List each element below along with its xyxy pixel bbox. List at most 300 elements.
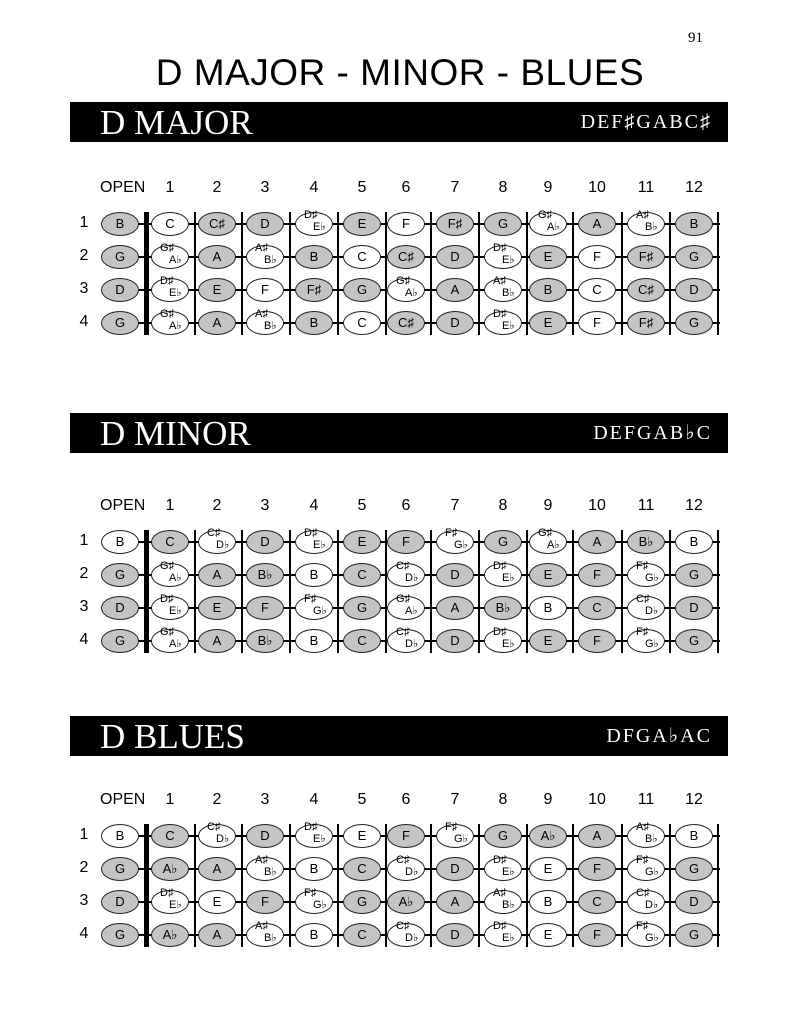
note-marker (387, 920, 425, 947)
note-name-flat: B♭ (502, 287, 515, 299)
note-name-sharp: D♯ (493, 242, 507, 254)
note-name-sharp: C♯ (207, 527, 221, 539)
note-marker (101, 530, 139, 554)
note-name-flat: B♭ (645, 221, 658, 233)
section-banner (70, 102, 728, 142)
note-marker (436, 857, 474, 881)
note-marker (675, 890, 713, 914)
note-marker (198, 857, 236, 881)
fret-number-label: 9 (543, 791, 553, 808)
note-marker (578, 278, 616, 302)
note-marker (246, 563, 284, 587)
scale-notes: DEFGAB♭C (593, 422, 712, 444)
note-marker (295, 593, 333, 620)
note-marker (295, 209, 333, 236)
note-name: A (592, 216, 602, 231)
note-name: A (212, 861, 222, 876)
note-marker (627, 854, 665, 881)
note-name-sharp: C♯ (636, 887, 650, 899)
note-name-sharp: D♯ (160, 887, 174, 899)
fret-wire (430, 824, 432, 947)
note-name-flat: E♭ (502, 254, 515, 266)
note-marker (198, 311, 236, 335)
fret-number-label: 1 (165, 791, 175, 808)
note-name: C (592, 894, 602, 909)
note-name: D (450, 861, 460, 876)
note-name-flat: G♭ (645, 932, 659, 944)
note-marker (198, 563, 236, 587)
section-title: D BLUES (100, 717, 245, 756)
note-name-sharp: A♯ (255, 242, 268, 254)
fret-wire (526, 212, 528, 335)
fret-wire (241, 824, 243, 947)
fret-number-label: 12 (685, 791, 703, 808)
note-name: G (688, 633, 700, 648)
note-name-flat: A♭ (169, 572, 182, 584)
note-marker (101, 629, 139, 653)
fret-wire (478, 824, 480, 947)
note-name: F (593, 633, 601, 648)
fret-number-label: 2 (212, 497, 222, 514)
note-marker (246, 920, 284, 947)
note-name: G (688, 567, 700, 582)
note-name-flat: D♭ (405, 638, 419, 650)
fret-wire (621, 530, 623, 653)
note-name-sharp: D♯ (493, 626, 507, 638)
fret-wire (669, 530, 671, 653)
fret-number-label: OPEN (100, 497, 146, 514)
note-name: B (689, 534, 699, 549)
note-name-flat: D♭ (216, 539, 230, 551)
note-marker (151, 242, 189, 269)
note-name: F (593, 567, 601, 582)
note-name-sharp: G♯ (160, 242, 175, 254)
note-marker (387, 311, 425, 335)
note-marker (343, 278, 381, 302)
note-marker (675, 596, 713, 620)
note-marker (578, 212, 616, 236)
note-marker (529, 527, 567, 554)
fret-wire (717, 824, 719, 947)
note-marker (578, 824, 616, 848)
fret-number-label: 10 (588, 791, 606, 808)
fret-wire (385, 530, 387, 653)
note-marker (387, 824, 425, 848)
fret-wire (289, 530, 291, 653)
note-name: A (592, 534, 602, 549)
note-marker (151, 275, 189, 302)
string-number: 3 (79, 280, 89, 297)
note-name: F (593, 249, 601, 264)
note-name: E (543, 567, 553, 582)
fret-number-label: 3 (260, 791, 270, 808)
note-name: A (212, 249, 222, 264)
note-name: G (356, 600, 368, 615)
note-name: F (261, 894, 269, 909)
note-name: G (114, 249, 126, 264)
note-marker (484, 626, 522, 653)
note-name: A♭ (398, 894, 414, 909)
note-name: G (497, 534, 509, 549)
note-name-sharp: G♯ (160, 560, 175, 572)
page-number: 91 (688, 30, 703, 46)
string-number: 2 (79, 859, 89, 876)
note-name: E (212, 600, 222, 615)
note-marker (151, 824, 189, 848)
note-marker (151, 857, 189, 881)
note-name-sharp: G♯ (396, 275, 411, 287)
note-name-sharp: F♯ (636, 626, 649, 638)
fret-wire (385, 212, 387, 335)
note-name-flat: G♭ (454, 539, 468, 551)
note-marker (436, 212, 474, 236)
note-name-flat: D♭ (405, 932, 419, 944)
note-marker (151, 308, 189, 335)
note-name: G (114, 315, 126, 330)
note-name: G (114, 567, 126, 582)
fret-wire (430, 212, 432, 335)
note-name: E (212, 282, 222, 297)
fret-number-label: 5 (357, 179, 367, 196)
note-marker (627, 530, 665, 554)
note-marker (484, 275, 522, 302)
note-marker (246, 629, 284, 653)
note-name-flat: E♭ (502, 572, 515, 584)
string-number: 4 (79, 925, 89, 942)
note-name-flat: B♭ (264, 320, 277, 332)
note-name: F (402, 216, 410, 231)
note-name-flat: G♭ (645, 866, 659, 878)
note-marker (343, 530, 381, 554)
note-marker (198, 278, 236, 302)
note-marker (529, 857, 567, 881)
note-name-sharp: F♯ (636, 560, 649, 572)
note-name: C (592, 282, 602, 297)
note-marker (295, 821, 333, 848)
note-marker (675, 629, 713, 653)
note-name: F (261, 282, 269, 297)
note-name: B♭ (495, 600, 511, 615)
note-marker (578, 596, 616, 620)
fret-number-label: 4 (309, 791, 319, 808)
note-marker (295, 527, 333, 554)
note-name: D (689, 600, 699, 615)
note-marker (529, 890, 567, 914)
fret-wire (194, 824, 196, 947)
note-marker (675, 311, 713, 335)
note-marker (246, 212, 284, 236)
note-marker (627, 593, 665, 620)
note-name: C (592, 600, 602, 615)
note-name: C♯ (638, 282, 654, 297)
string-number: 2 (79, 247, 89, 264)
note-name-flat: E♭ (502, 866, 515, 878)
note-name: B (309, 927, 319, 942)
fretboard-nut (144, 824, 149, 947)
note-name-flat: E♭ (313, 539, 326, 551)
fret-wire (572, 212, 574, 335)
fret-number-label: 7 (450, 179, 460, 196)
note-name: C♯ (398, 315, 414, 330)
fret-wire (572, 824, 574, 947)
note-name: A♭ (540, 828, 556, 843)
note-marker (675, 857, 713, 881)
note-marker (387, 212, 425, 236)
fret-number-label: 1 (165, 497, 175, 514)
note-marker (101, 278, 139, 302)
fret-number-label: 11 (637, 179, 655, 196)
note-marker (578, 857, 616, 881)
note-name: B♭ (257, 567, 273, 582)
note-marker (295, 245, 333, 269)
note-name: F (593, 315, 601, 330)
note-marker (198, 629, 236, 653)
note-name-sharp: C♯ (207, 821, 221, 833)
section-title: D MINOR (100, 414, 251, 453)
note-name-sharp: A♯ (636, 821, 649, 833)
note-name: G (497, 828, 509, 843)
note-name: E (543, 315, 553, 330)
note-marker (387, 560, 425, 587)
note-marker (387, 593, 425, 620)
note-marker (295, 311, 333, 335)
note-marker (484, 308, 522, 335)
note-marker (578, 923, 616, 947)
note-name-flat: G♭ (454, 833, 468, 845)
note-name: B♭ (638, 534, 654, 549)
note-marker (627, 209, 665, 236)
fret-wire (526, 824, 528, 947)
note-name-flat: E♭ (313, 833, 326, 845)
note-name-flat: E♭ (502, 932, 515, 944)
note-name: D (115, 894, 125, 909)
fret-number-label: 11 (637, 497, 655, 514)
fret-wire (572, 530, 574, 653)
note-name: G (497, 216, 509, 231)
note-name-flat: B♭ (264, 866, 277, 878)
note-name-sharp: D♯ (493, 854, 507, 866)
note-marker (436, 629, 474, 653)
page-title: D MAJOR - MINOR - BLUES (155, 52, 645, 93)
note-name-sharp: F♯ (636, 920, 649, 932)
note-name-flat: G♭ (645, 572, 659, 584)
note-marker (436, 890, 474, 914)
note-name-flat: B♭ (264, 932, 277, 944)
fret-number-label: 6 (401, 497, 411, 514)
note-name: C (165, 534, 175, 549)
fret-number-label: 3 (260, 497, 270, 514)
string-number: 1 (79, 826, 89, 843)
note-name: A♭ (162, 861, 178, 876)
fret-wire (669, 212, 671, 335)
note-name: B♭ (257, 633, 273, 648)
note-name-flat: G♭ (313, 605, 327, 617)
note-marker (484, 242, 522, 269)
fretboard-nut (144, 530, 149, 653)
fretboard-nut (144, 212, 149, 335)
fret-wire (289, 212, 291, 335)
string-number: 1 (79, 532, 89, 549)
fret-wire (717, 212, 719, 335)
note-name-sharp: G♯ (396, 593, 411, 605)
note-name-flat: A♭ (169, 320, 182, 332)
note-marker (151, 626, 189, 653)
fret-wire (621, 824, 623, 947)
note-name-sharp: G♯ (160, 626, 175, 638)
note-name: E (212, 894, 222, 909)
note-name: F (402, 828, 410, 843)
note-name-sharp: A♯ (255, 920, 268, 932)
note-name: C (357, 315, 367, 330)
note-name-sharp: F♯ (304, 593, 317, 605)
note-name: B (309, 567, 319, 582)
note-name-sharp: C♯ (636, 593, 650, 605)
fret-number-label: 10 (588, 179, 606, 196)
note-name-flat: A♭ (547, 539, 560, 551)
note-name: B (689, 828, 699, 843)
section-banner (70, 413, 728, 453)
note-name: G (688, 861, 700, 876)
note-marker (578, 311, 616, 335)
fret-wire (194, 212, 196, 335)
note-marker (675, 824, 713, 848)
note-marker (627, 920, 665, 947)
note-marker (246, 596, 284, 620)
fret-wire (669, 824, 671, 947)
note-marker (151, 923, 189, 947)
note-name: D (450, 249, 460, 264)
note-name: E (357, 216, 367, 231)
note-marker (343, 563, 381, 587)
fret-wire (289, 824, 291, 947)
fret-wire (337, 824, 339, 947)
note-name-flat: A♭ (169, 638, 182, 650)
note-name: G (688, 927, 700, 942)
note-name: G (688, 315, 700, 330)
note-name-flat: E♭ (169, 287, 182, 299)
note-marker (198, 923, 236, 947)
note-name: G (688, 249, 700, 264)
note-marker (101, 596, 139, 620)
note-marker (627, 278, 665, 302)
note-name-flat: G♭ (645, 638, 659, 650)
note-name-sharp: F♯ (445, 527, 458, 539)
note-name-sharp: F♯ (445, 821, 458, 833)
note-name: D (689, 282, 699, 297)
note-name-sharp: C♯ (396, 626, 410, 638)
note-name-flat: E♭ (502, 320, 515, 332)
note-name-sharp: C♯ (396, 920, 410, 932)
note-name: E (357, 828, 367, 843)
note-name-sharp: F♯ (304, 887, 317, 899)
note-marker (529, 209, 567, 236)
note-name: A (212, 927, 222, 942)
section-banner (70, 716, 728, 756)
note-marker (246, 824, 284, 848)
note-marker (246, 530, 284, 554)
note-marker (529, 596, 567, 620)
fret-wire (194, 530, 196, 653)
note-marker (295, 278, 333, 302)
note-name-flat: E♭ (169, 899, 182, 911)
note-marker (436, 527, 474, 554)
note-name: B (115, 534, 125, 549)
fret-number-label: 4 (309, 497, 319, 514)
note-marker (343, 923, 381, 947)
note-name-flat: A♭ (547, 221, 560, 233)
note-marker (101, 890, 139, 914)
note-marker (295, 629, 333, 653)
note-marker (627, 311, 665, 335)
string-number: 3 (79, 598, 89, 615)
note-name-flat: D♭ (645, 899, 659, 911)
note-name-sharp: A♯ (493, 887, 506, 899)
note-name-sharp: C♯ (396, 854, 410, 866)
fret-number-label: 2 (212, 179, 222, 196)
fret-wire (621, 212, 623, 335)
fret-wire (478, 212, 480, 335)
fret-number-label: 8 (498, 179, 508, 196)
note-marker (101, 824, 139, 848)
note-name: B (309, 315, 319, 330)
note-marker (151, 212, 189, 236)
note-marker (198, 821, 236, 848)
fret-wire (478, 530, 480, 653)
note-marker (529, 824, 567, 848)
note-name: D (450, 927, 460, 942)
note-name: G (114, 633, 126, 648)
string-number: 3 (79, 892, 89, 909)
fret-number-label: 10 (588, 497, 606, 514)
note-marker (627, 821, 665, 848)
note-name-sharp: G♯ (538, 527, 553, 539)
note-name-sharp: A♯ (255, 308, 268, 320)
note-name: A (212, 567, 222, 582)
note-name: F (593, 861, 601, 876)
fret-number-label: 9 (543, 497, 553, 514)
note-marker (578, 245, 616, 269)
note-name: F♯ (638, 249, 654, 264)
note-marker (484, 920, 522, 947)
note-marker (101, 245, 139, 269)
fret-wire (241, 530, 243, 653)
note-name: F (593, 927, 601, 942)
note-marker (484, 560, 522, 587)
note-name: C♯ (209, 216, 225, 231)
note-name: G (114, 861, 126, 876)
note-name: F♯ (306, 282, 322, 297)
note-marker (436, 245, 474, 269)
note-marker (295, 923, 333, 947)
fret-number-label: 3 (260, 179, 270, 196)
note-marker (436, 923, 474, 947)
note-marker (151, 593, 189, 620)
note-marker (343, 596, 381, 620)
fret-wire (337, 530, 339, 653)
note-name: C♯ (398, 249, 414, 264)
note-marker (529, 923, 567, 947)
note-name-flat: D♭ (645, 605, 659, 617)
note-name: B (115, 216, 125, 231)
note-name-sharp: F♯ (636, 854, 649, 866)
note-marker (246, 854, 284, 881)
note-name: B (309, 249, 319, 264)
note-name-sharp: A♯ (255, 854, 268, 866)
note-marker (675, 530, 713, 554)
note-marker (484, 530, 522, 554)
note-name: G (356, 894, 368, 909)
note-marker (627, 626, 665, 653)
